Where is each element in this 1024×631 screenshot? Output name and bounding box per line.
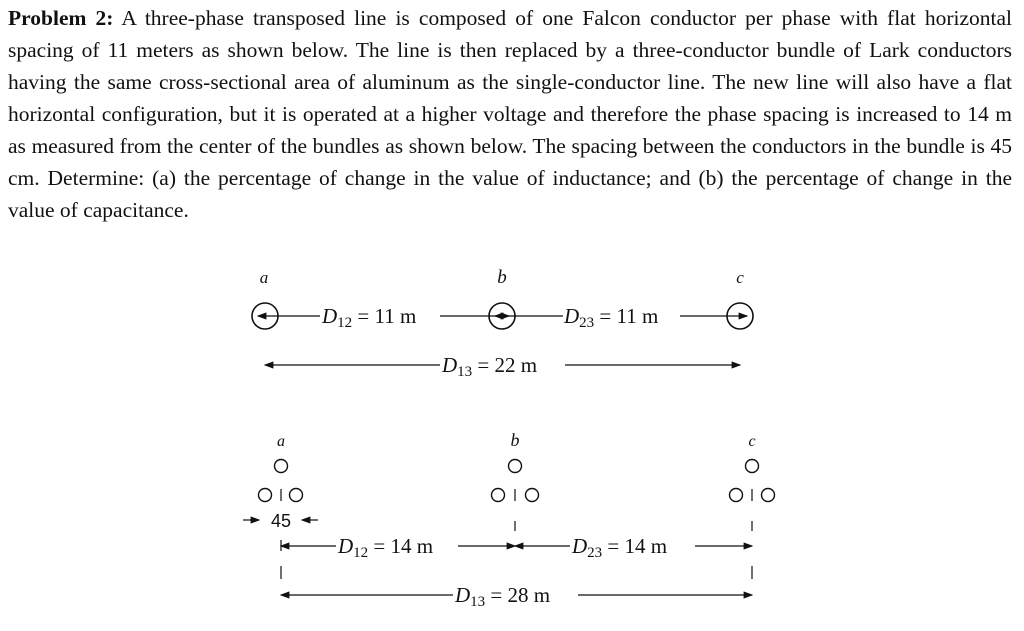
figure-single-conductor: [252, 267, 753, 380]
d12-label: D12 = 11 m: [322, 304, 417, 331]
bundle-b-left-conductor: [492, 489, 505, 502]
bundle-a-right-conductor: [290, 489, 303, 502]
bundle-b-label: b: [510, 430, 520, 450]
bundle-c: [730, 460, 775, 502]
problem-text: A three-phase transposed line is composed of one Falcon conductor per phase with flat horizontal spacing of 11 meters as shown below. The line is then replaced by a three-conductor bundle of Lark conductors having the same cross-sectional area of aluminum as the single-conductor line. The new line will also have a flat horizontal configuration, but it is operated at a higher voltage and therefore the phase spacing is increased to 14 m as measured from the center of the bundles as shown below. The spacing between the conductors in the bundle is 45 cm. Determine: (a) the percentage of change in the value of inductance; and (b) the percentage of change in the value of capacitance.: [8, 6, 1012, 222]
bundle-a-label: a: [277, 433, 285, 450]
bundle-c-right-conductor: [762, 489, 775, 502]
bundle-b-top-conductor: [509, 460, 522, 473]
bundle-b: [492, 460, 539, 502]
bundle-c-left-conductor: [730, 489, 743, 502]
bundle-c-label: c: [748, 433, 756, 450]
bundle-b-right-conductor: [526, 489, 539, 502]
d12-bundle-label: D12 = 14 m: [338, 534, 434, 561]
problem-heading: Problem 2:: [8, 6, 114, 30]
bundle-a: [259, 460, 303, 502]
d13-bundle-label: D13 = 28 m: [455, 583, 551, 610]
phase-a-label: a: [259, 268, 269, 287]
d23-label: D23 = 11 m: [564, 304, 659, 331]
figure-bundled-conductors: [243, 430, 775, 610]
bundle-c-top-conductor: [746, 460, 759, 473]
phase-b-label: b: [497, 267, 507, 288]
d23-bundle-label: D23 = 14 m: [572, 534, 668, 561]
phase-c-label: c: [736, 268, 744, 287]
d13-label: D13 = 22 m: [442, 353, 538, 380]
bundle-a-left-conductor: [259, 489, 272, 502]
bundle-spacing-label: 45: [270, 511, 292, 531]
bundle-a-top-conductor: [275, 460, 288, 473]
